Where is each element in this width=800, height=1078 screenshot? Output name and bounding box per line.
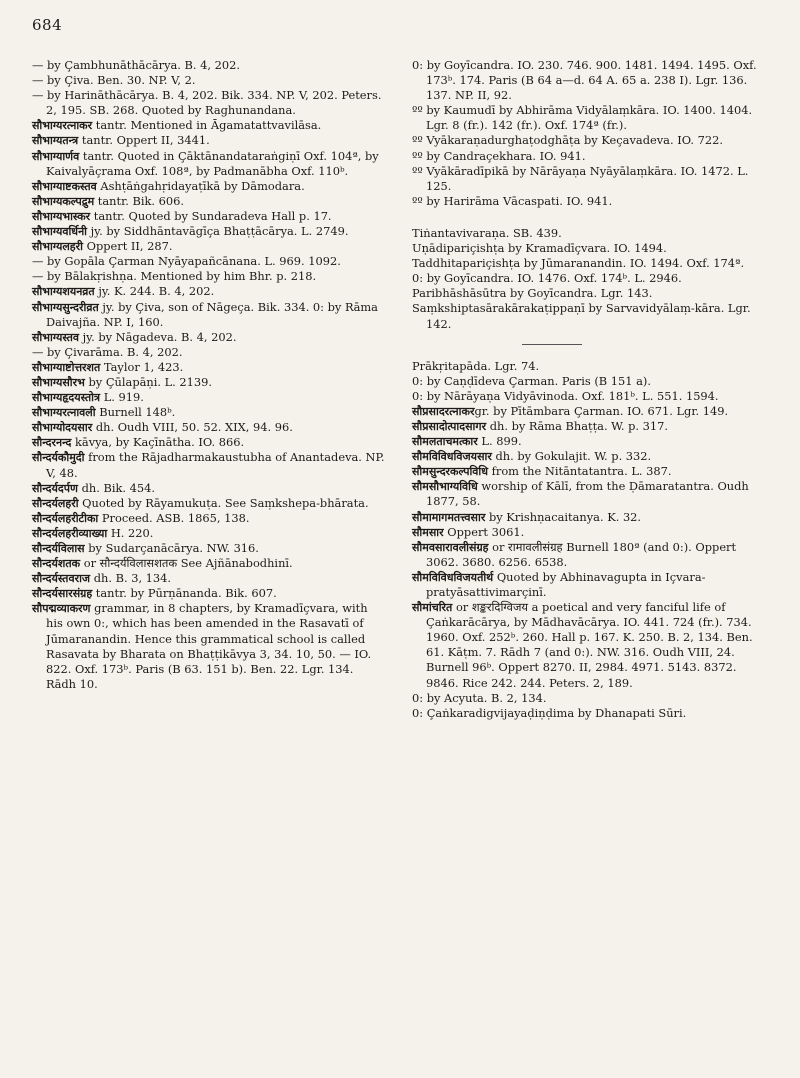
entry-headword: सौन्दर्यदर्पण [32,481,78,495]
entry-text: ºº by Candraçekhara. IO. 941. [412,148,586,163]
index-entry [32,496,386,511]
entry-text: by Krishṇacaitanya. K. 32. [485,509,642,524]
entry-text: Tiṅantavivaraṇa. SB. 439. [412,225,562,240]
index-entry [412,256,772,271]
entry-text: — by Gopāla Çarman Nyāyapañcānana. L. 969. 1092. [32,254,341,269]
entry-text: 0: Çaṅkaradigvijayaḍiṇḍima by Dhanapati Sūri. [412,705,687,720]
index-entry [32,284,386,299]
index-entry [412,58,772,103]
entry-text: — by Çambhunāthācārya. B. 4, 202. [32,58,241,72]
index-entry [412,389,772,404]
entry-headword: सौपद्मव्याकरण [32,602,91,616]
entry-text: Burnell 148ᵇ. [95,405,176,420]
entry-text: Uṇādipariçishṭa by Kramadīçvara. IO. 1494. [412,241,667,256]
index-entry [32,556,386,571]
entry-text: — by Çivarāma. B. 4, 202. [32,344,183,359]
index-entry [412,404,772,419]
entry-headword: सौमसुन्दरकल्पविधि [412,465,489,479]
index-entry [412,706,772,721]
entry-headword: सौन्दर्यसारसंग्रह [32,587,93,601]
index-entry [412,133,772,148]
entry-text: H. 220. [107,525,154,540]
index-entry [32,481,386,496]
entry-headword: सौन्दर्यलहरी [32,496,79,510]
entry-text: or रामावलीसंग्रह Burnell 180ª (and 0:). Oppert 3062. 3680. 6256. 6538. [426,539,737,569]
entry-text: tantr. Quoted in Çāktānandataraṅgiṇī Oxf. 104ª, by Kaivalyāçrama Oxf. 108ª, by Padmanābha Oxf. 110ᵇ. [46,148,379,178]
entry-text: worship of Kālī, from the Ḍāmaratantra. Oudh 1877, 58. [426,479,749,509]
index-entry [412,164,772,194]
index-entry [412,286,772,301]
index-entry [32,375,386,390]
index-entry [32,269,386,284]
index-entry [412,449,772,464]
entry-text: ºº by Harirāma Vācaspati. IO. 941. [412,193,613,208]
index-entry [32,435,386,450]
index-entry [412,149,772,164]
index-entry [32,300,386,330]
entry-headword: सौभाग्यलहरी [32,240,83,254]
entry-headword: सौभाग्यसौरभ [32,375,85,389]
entry-headword: सौमामागमतत्त्वसार [412,510,486,524]
entry-text: tantr. Bik. 606. [94,193,185,208]
entry-headword: सौभाग्यतन्त्र [32,134,79,148]
section-divider [522,344,582,345]
index-entry [412,194,772,209]
index-entry [32,179,386,194]
index-entry [32,133,386,148]
entry-headword: सौभाग्यसुन्दरीव्रत [32,300,99,314]
entry-text: Proceed. ASB. 1865, 138. [98,510,250,525]
index-entry [412,570,772,600]
index-entry [32,330,386,345]
entry-headword: सौन्दर्यलहरीटीका [32,511,99,525]
entry-text: Quoted by Rāyamukuṭa. See Saṃkshepa-bhārata. [78,495,369,510]
index-entry [32,541,386,556]
entry-headword: सौभाग्यरत्नाकर [32,119,93,133]
index-entry [32,526,386,541]
index-entry [412,540,772,570]
entry-text: 0: by Goyīcandra. IO. 230. 746. 900. 1481. 1494. 1495. Oxf. 173ᵇ. 174. Paris (B 64 a—d. 64 A. 65 a. 238 I). Lgr. 136. 137. NP. II, 92. [412,58,757,103]
entry-text: Prākṛitapāda. Lgr. 74. [412,358,540,373]
entry-headword: सौमविविधविजयतीर्थ [412,570,494,584]
index-entry [412,600,772,691]
index-entry [32,360,386,375]
entry-text: Taylor 1, 423. [100,359,184,374]
index-entry [412,241,772,256]
index-entry [412,103,772,133]
right-column-bottom-block [412,359,772,721]
entry-text: by Sudarçanācārya. NW. 316. [84,541,259,555]
index-entry [32,118,386,133]
entry-headword: सौन्दर्यकौमुदी [32,451,85,465]
right-column-mid-block [412,226,772,332]
entry-text: L. 919. [100,390,144,405]
entry-headword: सौभाग्यशयनव्रत [32,285,95,299]
entry-text: dh. by Rāma Bhaṭṭa. W. p. 317. [486,418,669,433]
entry-headword: सौभाग्यरत्नावली [32,406,96,420]
index-entry [412,479,772,509]
entry-text: ºº Vyākāradīpikā by Nārāyaṇa Nyāyālaṃkāra. IO. 1472. L. 125. [412,163,749,193]
entry-text: gr. by Pītāmbara Çarman. IO. 671. Lgr. 149. [474,403,729,418]
index-entry [32,73,386,88]
entry-headword: सौमांचरित [412,601,453,615]
entry-text: or सौन्दर्यविलासशतक See Ajñānabodhinī. [80,556,293,571]
index-entry [32,390,386,405]
right-column-top-block [412,58,772,209]
index-entry [412,691,772,706]
entry-headword: सौमवसारावलीसंग्रह [412,540,489,554]
entry-headword: सौभाग्यभास्कर [32,209,91,223]
entry-headword: सौभाग्यवर्धिनी [32,225,88,239]
entry-text: Oppert II, 287. [83,239,173,254]
entry-text: Paribhāshāsūtra by Goyīcandra. Lgr. 143. [412,286,653,301]
entry-text: dh. Bik. 454. [77,480,155,495]
entry-text: Taddhitapariçishṭa by Jūmaranandin. IO. 1494. Oxf. 174ª. [412,256,745,271]
entry-headword: सौभाग्योदयसार [32,421,93,435]
entry-headword: सौप्रसादरत्नाकर [412,404,475,418]
index-entry [32,345,386,360]
entry-text: dh. Oudh VIII, 50. 52. XIX, 94. 96. [92,420,293,435]
index-entry [32,586,386,601]
index-entry [412,359,772,374]
entry-headword: सौमसौभाग्यविधि [412,480,478,494]
entry-headword: सौप्रसादोत्पादसागर [412,419,487,433]
index-entry [412,301,772,331]
entry-text: ºº by Kaumudī by Abhirāma Vidyālaṃkāra. IO. 1400. 1404. Lgr. 8 (fr.). 142 (fr.). Oxf. 174ª (fr.). [412,103,753,133]
entry-headword: सौभाग्यकल्पद्रुम [32,194,95,208]
index-entry [32,239,386,254]
index-entry [32,405,386,420]
index-entry [412,271,772,286]
entry-text: jy. K. 244. B. 4, 202. [94,284,215,299]
index-entry [412,525,772,540]
entry-headword: सौभाग्यहृदयस्तोत्र [32,391,101,405]
entry-text: Saṃkshiptasārakārakaṭippaṇī by Sarvavidyālaṃ-kāra. Lgr. 142. [412,301,751,331]
entry-text: 0: by Nārāyaṇa Vidyāvinoda. Oxf. 181ᵇ. L. 551. 1594. [412,388,719,403]
entry-text: jy. by Siddhāntavāgīça Bhaṭṭācārya. L. 2749. [87,224,349,239]
right-column [412,58,772,721]
index-entry [32,511,386,526]
entry-text: dh. B. 3, 134. [90,571,172,586]
entry-headword: सौभाग्यस्तव [32,330,80,344]
index-entry [32,209,386,224]
entry-text: Quoted by Abhinavagupta in Içvara-pratyāsattivimarçinī. [426,569,706,599]
entry-text: — by Çiva. Ben. 30. NP. V, 2. [32,73,196,88]
entry-headword: सौन्दर्यविलास [32,542,85,555]
entry-headword: सौमलताचमत्कार [412,435,478,449]
index-entry [32,224,386,239]
entry-text: 0: by Caṇḍīdeva Çarman. Paris (B 151 a). [412,373,651,388]
index-entry [32,194,386,209]
entry-headword: सौमविविधविजयसार [412,450,492,464]
entry-text: or शङ्करदिग्विजय a poetical and very fanciful life of Çaṅkarācārya, by Mādhavācārya. IO. 441. 724 (fr.). 734. 1960. Oxf. 252ᵇ. 260. Hall p. 167. K. 250. B. 2, 134. Ben. 61. Kāṭm. 7. Rādh 7 (and 0:). NW. 316. Oudh VIII, 24. Burnell 96ᵇ. Oppert 8270. II, 2984. 4971. 5143. 8372. 9846. Rice 242. 244. Peters. 2, 189. [426,600,753,690]
entry-headword: सौन्दरनन्द [32,436,72,450]
index-entry [412,510,772,525]
index-entry [32,450,386,480]
index-entry [32,58,386,73]
entry-text: tantr. by Pūrṇānanda. Bik. 607. [92,586,277,601]
entry-headword: सौन्दर्यशतक [32,557,81,571]
entry-text: ºº Vyākaraṇadurghaṭodghāṭa by Keçavadeva. IO. 722. [412,133,723,148]
index-entry [412,226,772,241]
entry-text: jy. by Nāgadeva. B. 4, 202. [79,329,237,344]
entry-headword: सौमसार [412,525,444,539]
entry-text: tantr. Quoted by Sundaradeva Hall p. 17. [90,208,332,223]
entry-headword: सौभाग्याष्टकस्तव [32,179,97,193]
entry-text: dh. by Gokulajit. W. p. 332. [491,449,652,464]
entry-text: tantr. Oppert II, 3441. [78,133,210,148]
entry-text: by Çūlapāṇi. L. 2139. [84,374,213,389]
entry-text: L. 899. [477,434,522,449]
entry-text: from the Rājadharmakaustubha of Anantadeva. NP. V, 48. [46,450,385,480]
index-entry [32,254,386,269]
left-column [32,58,386,692]
index-entry [32,420,386,435]
entry-text: grammar, in 8 chapters, by Kramadīçvara, with his own 0:, which has been amended in the Rasavatī of Jūmaranandin. Hence this grammatical school is called Rasavata by Bharata on Bhaṭṭikāvya 3, 34. 10, 50. — IO. 822. Oxf. 173ᵇ. Paris (B 63. 151 b). Ben. 22. Lgr. 134. Rādh 10. [46,601,372,691]
entry-text: 0: by Acyuta. B. 2, 134. [412,690,547,705]
index-entry [412,374,772,389]
index-entry [412,434,772,449]
entry-text: — by Bālakṛishṇa. Mentioned by him Bhr. p. 218. [32,269,317,284]
entry-text: Oppert 3061. [443,524,525,539]
entry-headword: सौभाग्यार्णव [32,149,80,163]
entry-text: 0: by Goyīcandra. IO. 1476. Oxf. 174ᵇ. L. 2946. [412,271,682,286]
index-entry [412,464,772,479]
entry-text: — by Harināthācārya. B. 4, 202. Bik. 334. NP. V, 202. Peters. 2, 195. SB. 268. Quoted by Raghunandana. [32,88,382,118]
index-entry [412,419,772,434]
index-entry [32,88,386,118]
entry-headword: सौन्दर्यलहरीव्याख्या [32,526,108,540]
entry-text: Ashṭāṅgahṛidayaṭīkā by Dāmodara. [96,178,305,193]
entry-text: tantr. Mentioned in Āgamatattvavilāsa. [92,118,322,133]
index-entry [32,601,386,692]
entry-headword: सौभाग्याष्टोत्तरशत [32,360,101,374]
page-number: 684 [32,16,63,34]
entry-text: jy. by Çiva, son of Nāgeça. Bik. 334. 0: by Rāma Daivajña. NP. I, 160. [46,299,378,329]
index-entry [32,571,386,586]
entry-text: from the Nitāntatantra. L. 387. [488,464,672,479]
index-entry [32,149,386,179]
entry-headword: सौन्दर्यस्तवराज [32,572,91,586]
entry-text: kāvya, by Kaçīnātha. IO. 866. [71,435,245,450]
